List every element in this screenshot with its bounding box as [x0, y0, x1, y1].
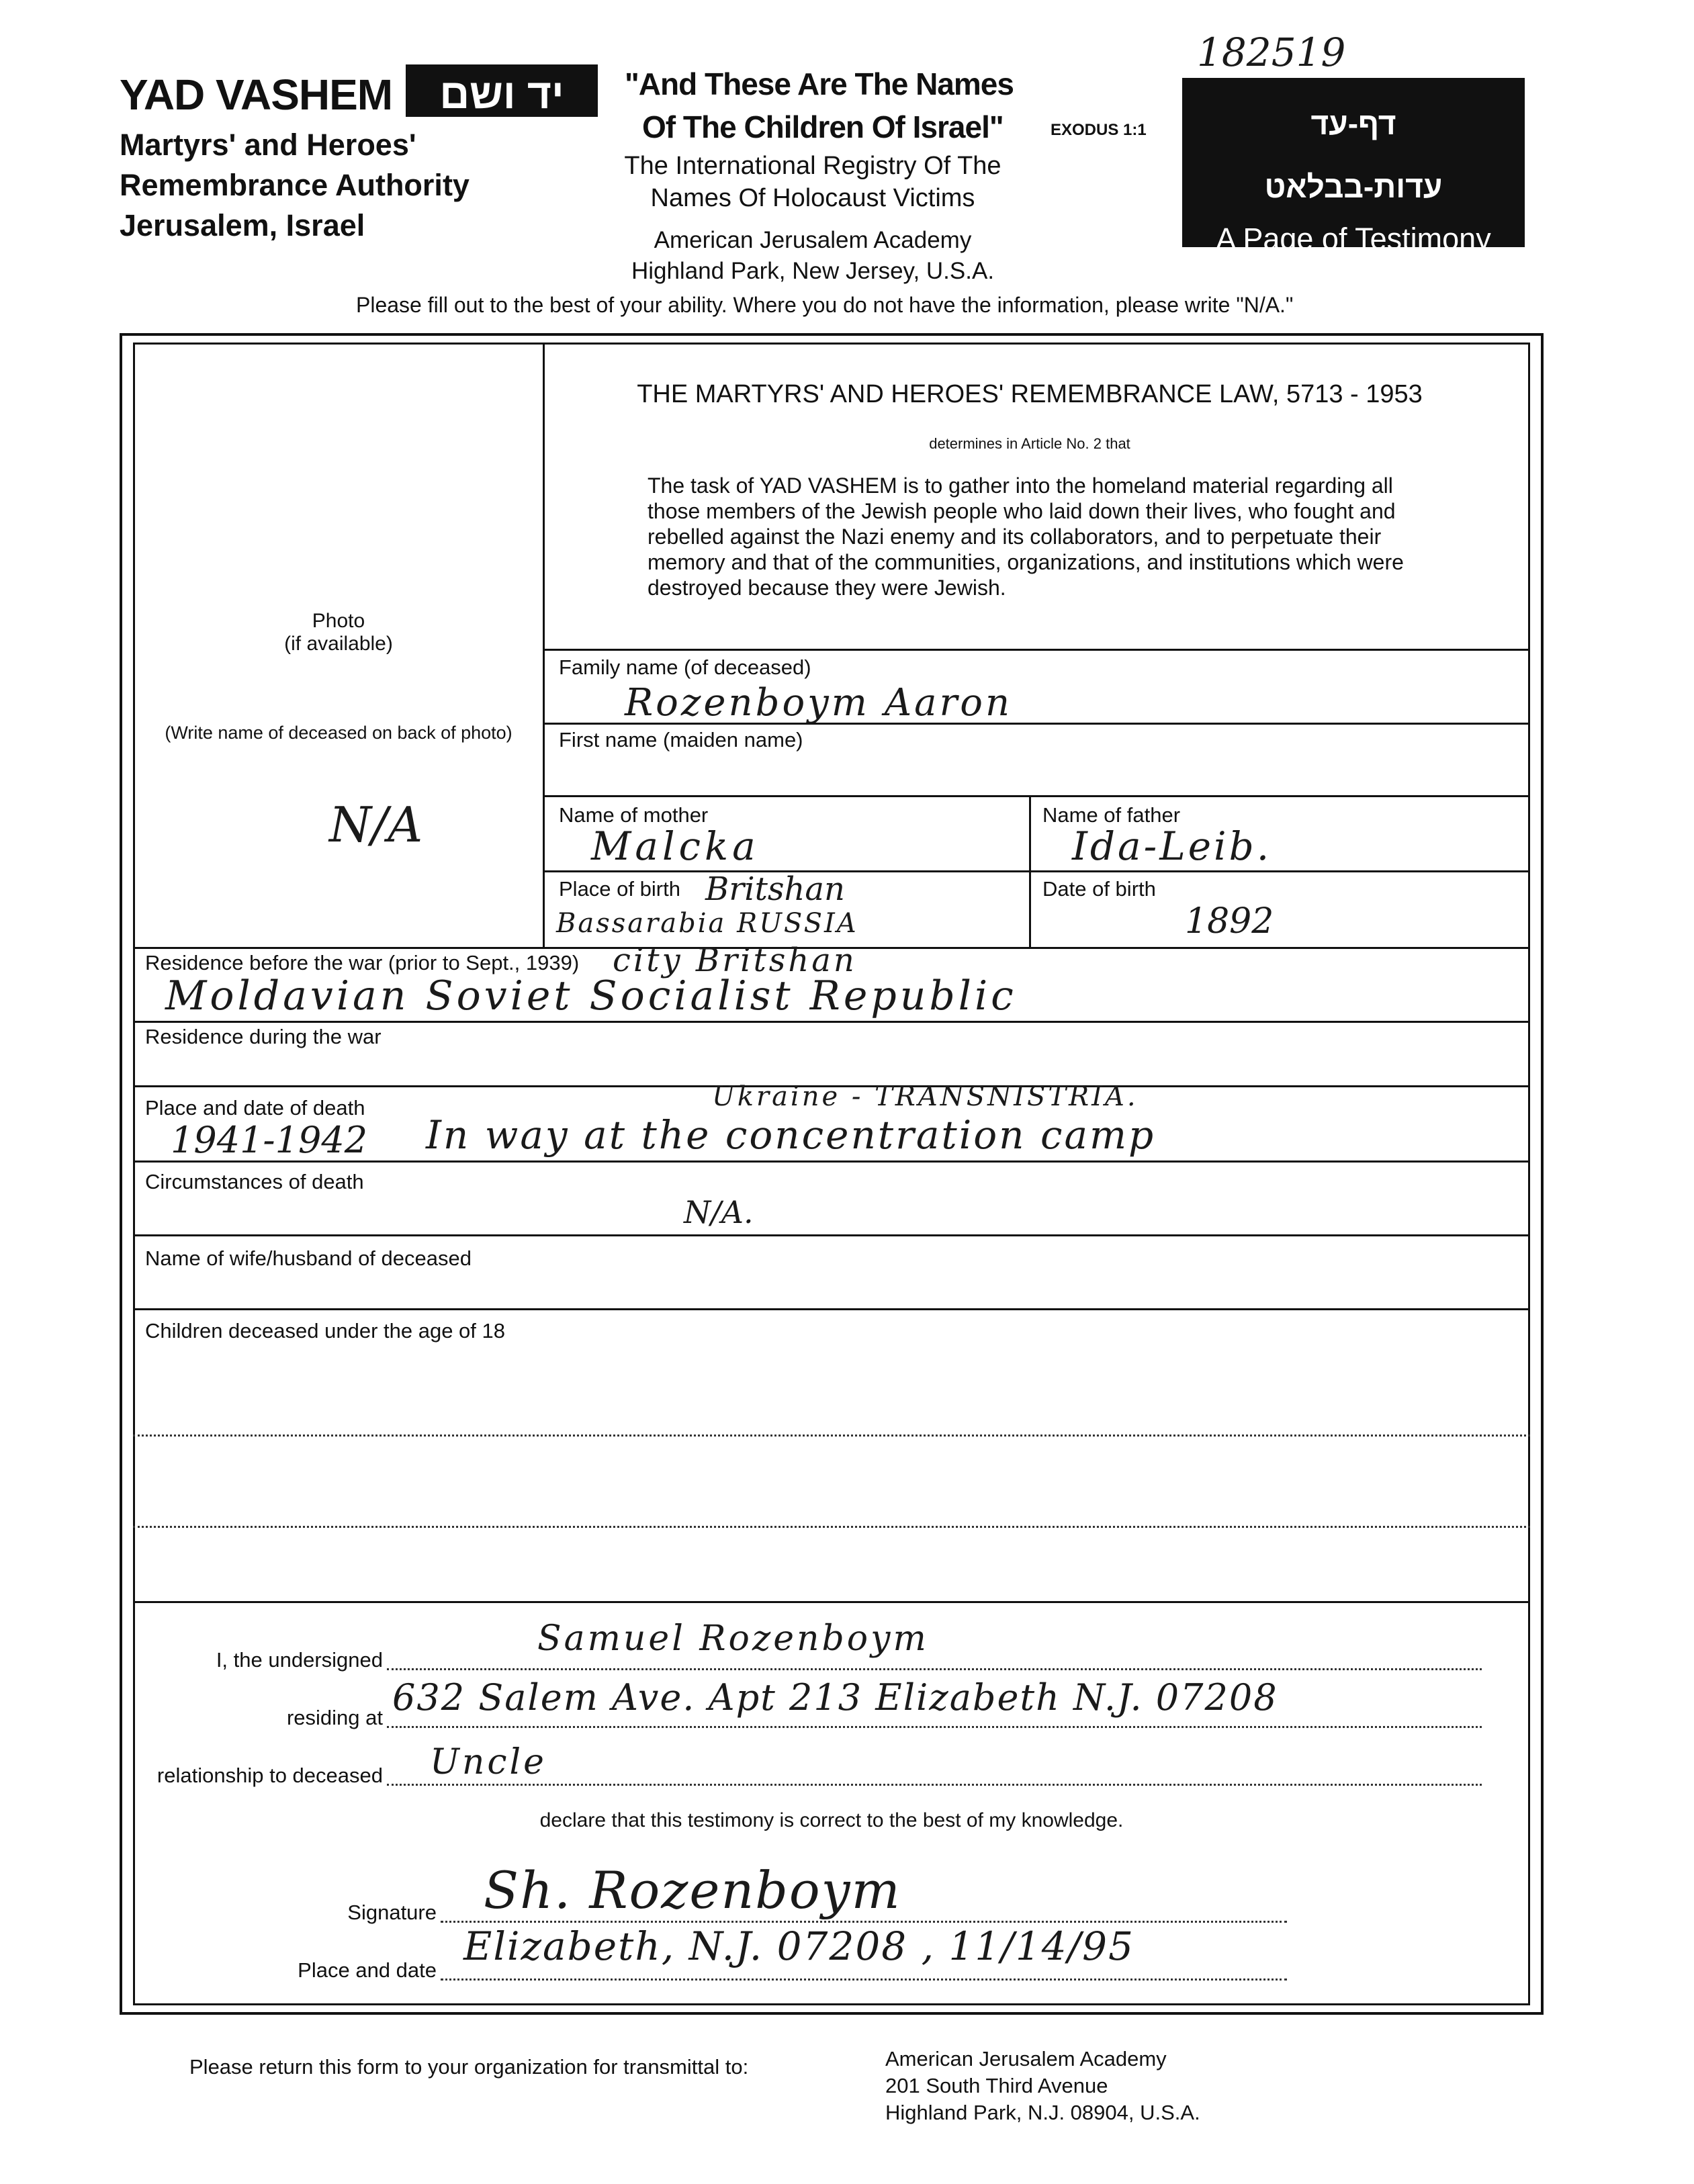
- registry-line-1: The International Registry Of The: [624, 152, 1001, 180]
- family-name-value[interactable]: Rozenboym Aaron: [625, 681, 1013, 725]
- spouse-label: Name of wife/husband of deceased: [145, 1246, 472, 1270]
- children-dotted-2: [133, 1526, 1530, 1528]
- death-circumstance-value[interactable]: In way at the concentration camp: [426, 1112, 1156, 1158]
- death-date-value[interactable]: 1941-1942: [171, 1119, 368, 1161]
- relationship-value[interactable]: Uncle: [430, 1742, 547, 1782]
- return-instruction: Please return this form to your organization for transmittal to:: [189, 2055, 749, 2079]
- death-place-value[interactable]: Ukraine - TRANSNISTRIA.: [712, 1081, 1139, 1112]
- mother-value[interactable]: Malcka: [591, 823, 760, 869]
- place-date-value[interactable]: Elizabeth, N.J. 07208 , 11/14/95: [463, 1923, 1134, 1969]
- law-body: The task of YAD VASHEM is to gather into the homeland material regarding all those members of the Jewish people who laid down their lives, who fought and rebelled against the Nazi enemy and its collaborators, and to perpetuate their memory and that of the communities, organizations, and institutions which were destroyed because they were Jewish.: [648, 473, 1404, 600]
- undersigned-value[interactable]: Samuel Rozenboym: [537, 1619, 929, 1659]
- father-label: Name of father: [1042, 803, 1181, 827]
- photo-label-1: Photo: [312, 610, 365, 632]
- birthdate-label: Date of birth: [1042, 877, 1156, 901]
- photo-label-2: (if available): [284, 633, 393, 655]
- relationship-line: [387, 1784, 1482, 1786]
- page-of-testimony-box: [1182, 78, 1525, 256]
- address-line-1: American Jerusalem Academy: [885, 2047, 1167, 2071]
- signature-line: [441, 1921, 1287, 1923]
- exodus-reference: EXODUS 1:1: [1051, 121, 1147, 139]
- circumstances-label: Circumstances of death: [145, 1170, 364, 1193]
- rule-mother: [543, 870, 1530, 872]
- circumstances-value[interactable]: N/A.: [684, 1194, 754, 1230]
- academy-line-1: American Jerusalem Academy: [654, 227, 972, 253]
- first-name-label: First name (maiden name): [559, 728, 803, 752]
- return-address: [885, 2046, 1200, 2126]
- residence-during-label: Residence during the war: [145, 1025, 382, 1048]
- residence-before-value-1[interactable]: city Britshan: [613, 942, 857, 979]
- page-box-hebrew-1: דף-עד: [1310, 106, 1396, 141]
- signature-value[interactable]: Sh. Rozenboym: [484, 1860, 901, 1920]
- org-title: YAD VASHEM: [120, 71, 393, 119]
- father-value[interactable]: Ida-Leib.: [1072, 823, 1272, 869]
- address-line-3: Highland Park, N.J. 08904, U.S.A.: [885, 2101, 1200, 2124]
- academy-line-2: Highland Park, New Jersey, U.S.A.: [631, 258, 995, 284]
- mother-label: Name of mother: [559, 803, 709, 827]
- rule-res-before: [133, 1021, 1530, 1023]
- quote-line-2: Of The Children Of Israel": [642, 109, 1004, 144]
- undersigned-label: I, the undersigned: [216, 1648, 383, 1672]
- photo-note: (Write name of deceased on back of photo): [165, 723, 512, 743]
- place-date-label: Place and date: [298, 1958, 437, 1982]
- page-box-label: A Page of Testimony: [1216, 222, 1491, 256]
- residence-before-label: Residence before the war (prior to Sept., 1939): [145, 951, 580, 974]
- birthplace-label: Place of birth: [559, 877, 680, 901]
- undersigned-line: [387, 1668, 1482, 1670]
- rule-spouse: [133, 1308, 1530, 1310]
- org-line-2: Remembrance Authority: [120, 168, 470, 202]
- law-title: THE MARTYRS' AND HEROES' REMEMBRANCE LAW, 5713 - 1953: [637, 380, 1423, 408]
- rule-circumstances: [133, 1234, 1530, 1236]
- relationship-label: relationship to deceased: [157, 1764, 383, 1787]
- birthplace-value-1[interactable]: Britshan: [705, 870, 845, 908]
- signature-label: Signature: [347, 1901, 437, 1924]
- residing-value[interactable]: 632 Salem Ave. Apt 213 Elizabeth N.J. 07208: [392, 1676, 1278, 1719]
- rule-children: [133, 1601, 1530, 1603]
- page-box-hebrew-2: עדות-בבלאט: [1264, 169, 1443, 204]
- place-date-line: [441, 1978, 1287, 1981]
- death-label: Place and date of death: [145, 1096, 365, 1120]
- residing-line: [387, 1726, 1482, 1728]
- org-hebrew-logo: יד ושם: [406, 64, 598, 117]
- declaration-statement: declare that this testimony is correct to the best of my knowledge.: [539, 1809, 1124, 1831]
- registry-line-2: Names Of Holocaust Victims: [650, 184, 975, 212]
- family-name-label: Family name (of deceased): [559, 655, 811, 679]
- document-number: 182519: [1197, 30, 1346, 75]
- photo-value[interactable]: N/A: [329, 797, 423, 853]
- org-line-3: Jerusalem, Israel: [120, 208, 365, 242]
- photo-divider: [543, 343, 545, 948]
- org-line-1: Martyrs' and Heroes': [120, 128, 416, 162]
- address-line-2: 201 South Third Avenue: [885, 2074, 1108, 2097]
- quote-line-1: "And These Are The Names: [625, 66, 1014, 101]
- rule-law-bottom: [543, 649, 1530, 651]
- children-dotted-1: [133, 1435, 1530, 1437]
- children-label: Children deceased under the age of 18: [145, 1319, 506, 1343]
- residing-label: residing at: [286, 1706, 383, 1729]
- law-determines: determines in Article No. 2 that: [929, 435, 1130, 452]
- instructions: Please fill out to the best of your ability. Where you do not have the information, please write "N/A.": [356, 293, 1294, 317]
- photo-label: [134, 610, 543, 655]
- birthplace-value-2[interactable]: Bassarabia RUSSIA: [556, 908, 858, 939]
- birthdate-value[interactable]: 1892: [1185, 901, 1274, 942]
- residence-before-value-2[interactable]: Moldavian Soviet Socialist Republic: [165, 972, 1017, 1019]
- rule-first: [543, 795, 1530, 797]
